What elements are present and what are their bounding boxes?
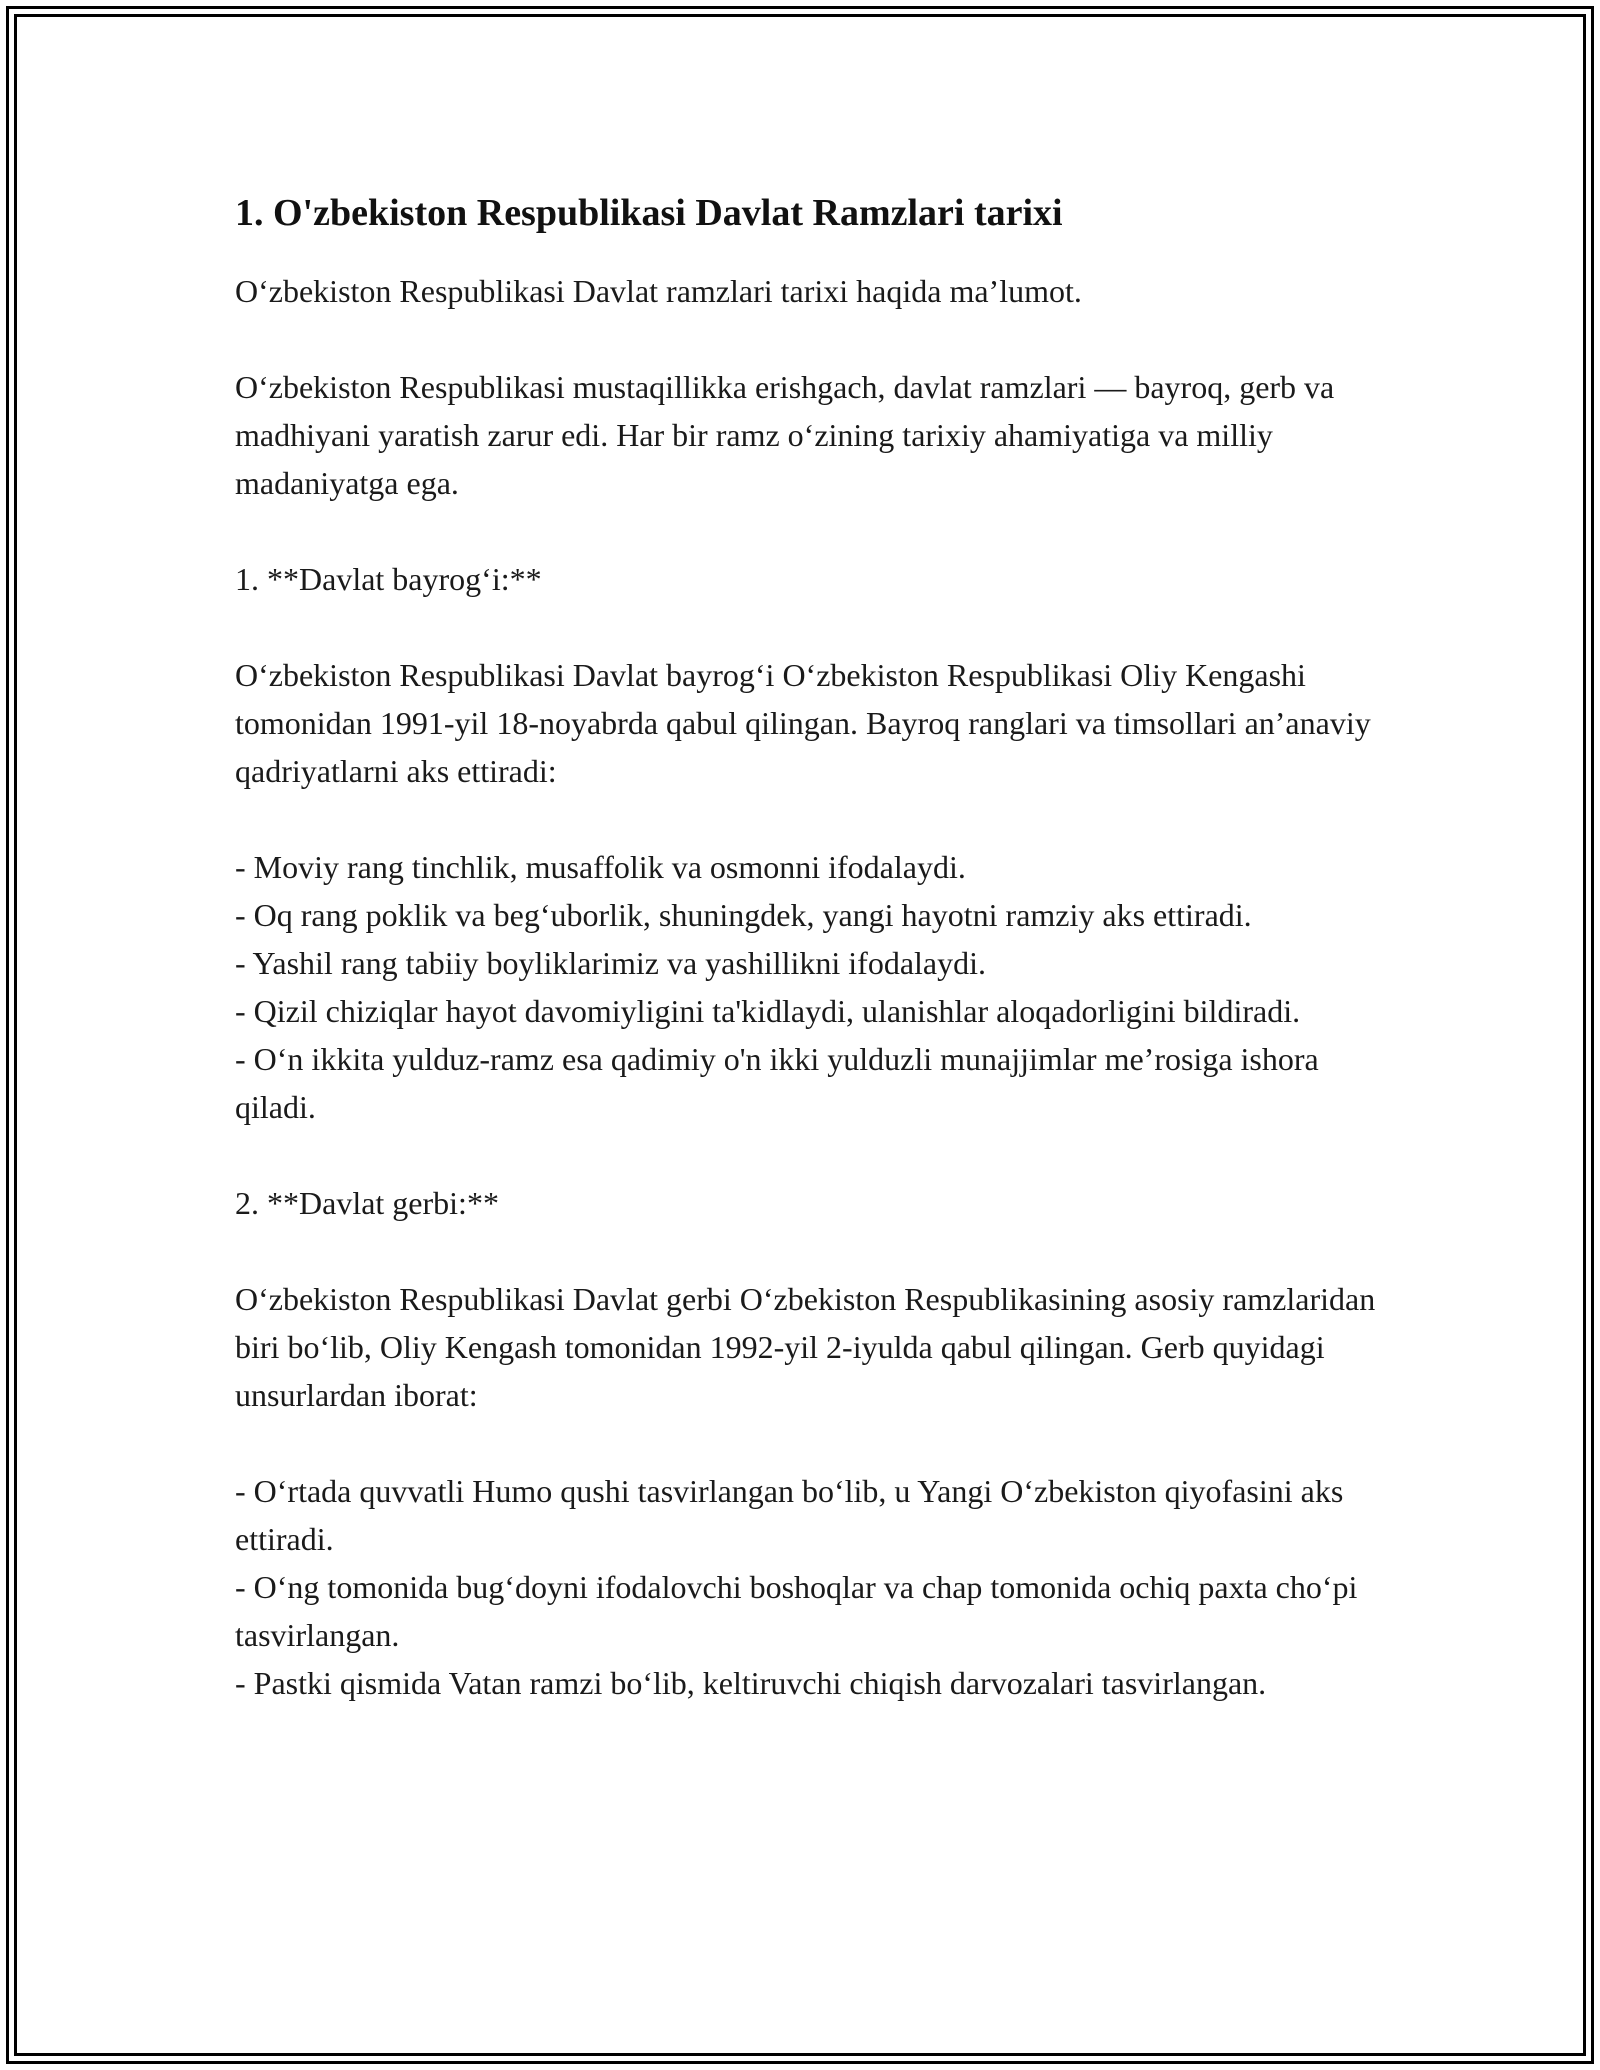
- list-item: - Yashil rang tabiiy boyliklarimiz va yashillikni ifodalaydi.: [235, 945, 986, 981]
- emblem-paragraph: O‘zbekiston Respublikasi Davlat gerbi O‘zbekiston Respublikasining asosiy ramzlaridan biri bo‘lib, Oliy Kengash tomonidan 1992-yil 2-iyulda qabul qilingan. Gerb quyidagi unsurlardan iborat:: [235, 1281, 1376, 1413]
- emblem-heading: 2. **Davlat gerbi:**: [235, 1185, 499, 1221]
- document-body: [235, 187, 1385, 1755]
- overview-paragraph: O‘zbekiston Respublikasi mustaqillikka erishgach, davlat ramzlari — bayroq, gerb va madhiyani yaratish zarur edi. Har bir ramz o‘zining tarixiy ahamiyatiga va milliy madaniyatga ega.: [235, 369, 1335, 501]
- flag-color-list: [235, 843, 1385, 1131]
- list-item: - O‘n ikkita yulduz-ramz esa qadimiy o'n ikki yulduzli munajjimlar me’rosiga ishora qiladi.: [235, 1041, 1319, 1125]
- list-item: - O‘rtada quvvatli Humo qushi tasvirlangan bo‘lib, u Yangi O‘zbekiston qiyofasini aks ettiradi.: [235, 1473, 1344, 1557]
- list-item: - Moviy rang tinchlik, musaffolik va osmonni ifodalaydi.: [235, 849, 966, 885]
- intro-paragraph: O‘zbekiston Respublikasi Davlat ramzlari tarixi haqida ma’lumot.: [235, 273, 1082, 309]
- list-item: - O‘ng tomonida bug‘doyni ifodalovchi boshoqlar va chap tomonida ochiq paxta cho‘pi tasvirlangan.: [235, 1569, 1358, 1653]
- list-item: - Oq rang poklik va beg‘uborlik, shuningdek, yangi hayotni ramziy aks ettiradi.: [235, 897, 1252, 933]
- document-title: 1. O'zbekiston Respublikasi Davlat Ramzlari tarixi: [235, 192, 1063, 234]
- list-item: - Qizil chiziqlar hayot davomiyligini ta'kidlaydi, ulanishlar aloqadorligini bildiradi.: [235, 993, 1301, 1029]
- flag-paragraph: O‘zbekiston Respublikasi Davlat bayrog‘i O‘zbekiston Respublikasi Oliy Kengashi tomonidan 1991-yil 18-noyabrda qabul qilingan. Bayroq ranglari va timsollari an’anaviy qadriyatlarni aks ettiradi:: [235, 657, 1371, 789]
- list-item: - Pastki qismida Vatan ramzi bo‘lib, keltiruvchi chiqish darvozalari tasvirlangan.: [235, 1665, 1267, 1701]
- emblem-element-list: [235, 1467, 1385, 1707]
- flag-heading: 1. **Davlat bayrog‘i:**: [235, 561, 542, 597]
